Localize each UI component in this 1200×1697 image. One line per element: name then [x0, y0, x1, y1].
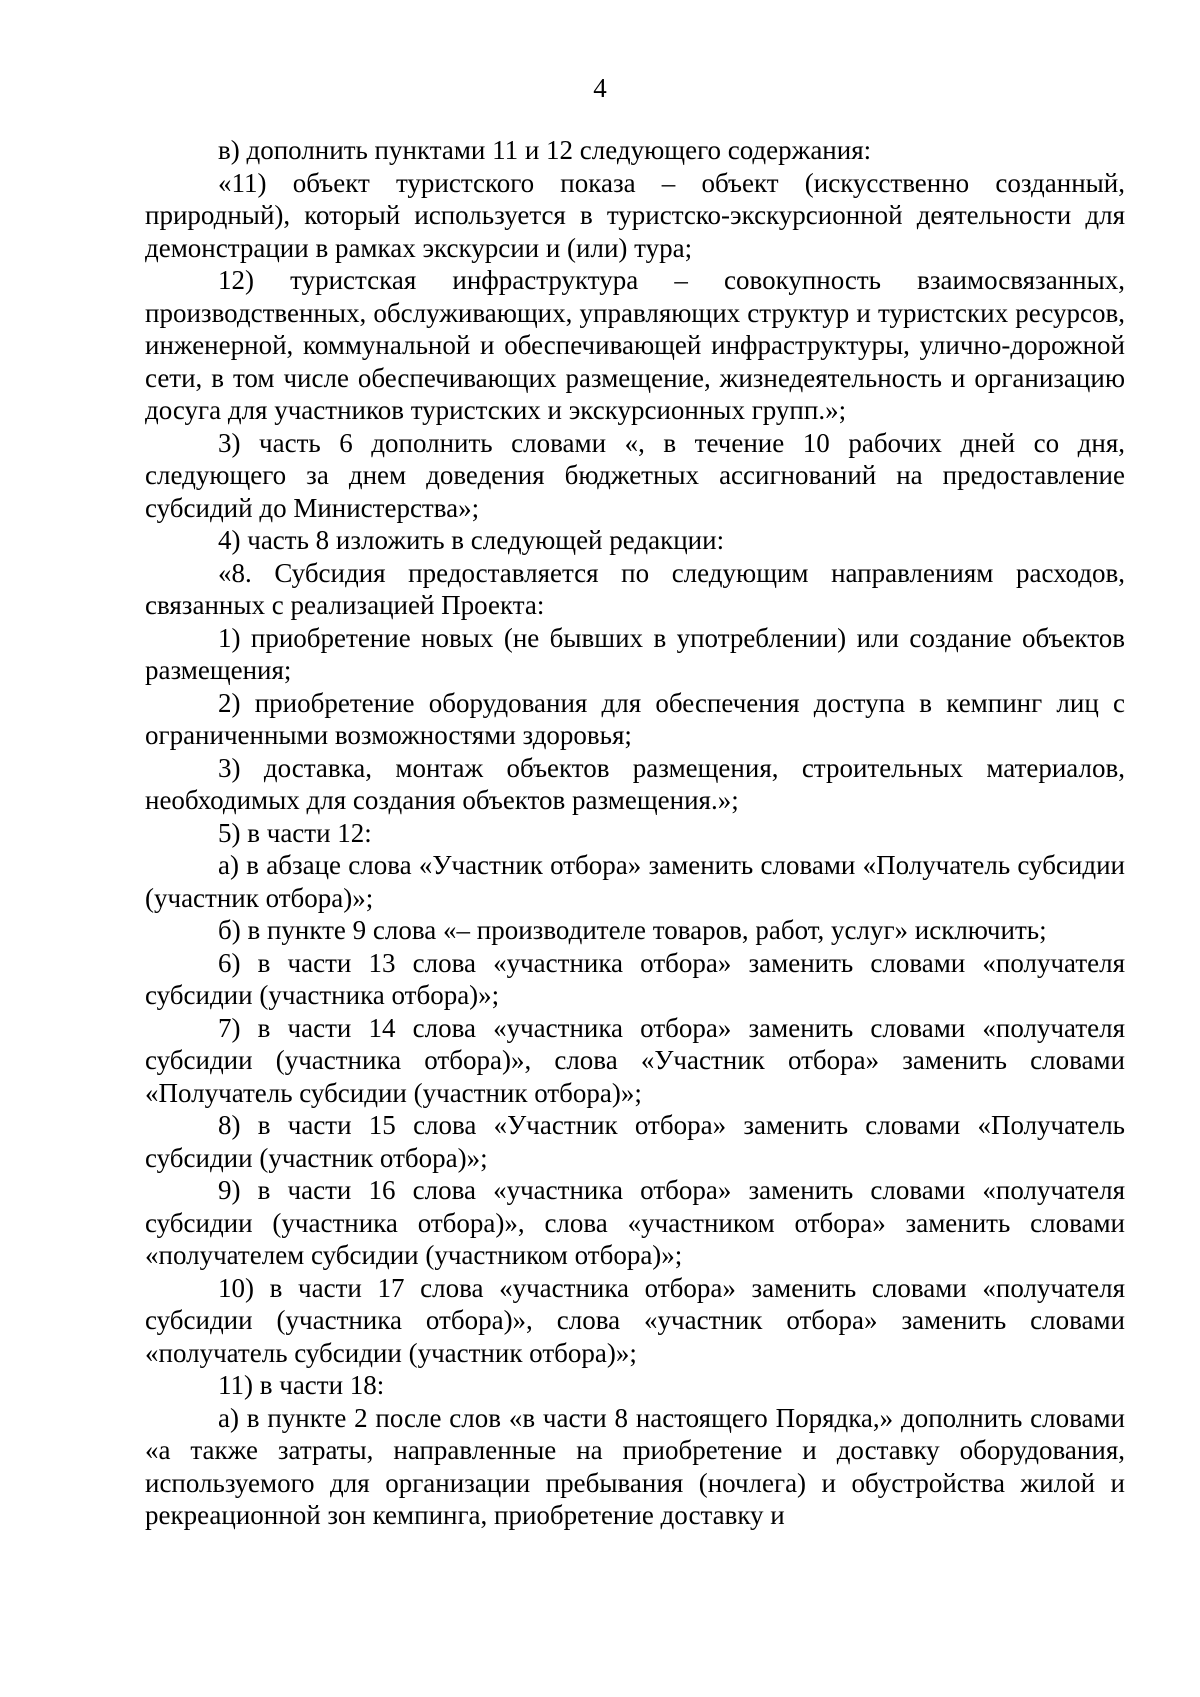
paragraph: а) в абзаце слова «Участник отбора» заменить словами «Получатель субсидии (участник отбора)»; — [145, 850, 1125, 913]
paragraph: «11) объект туристского показа – объект (искусственно созданный, природный), который используется в туристско-экскурсионной деятельности для демонстрации в рамках экскурсии и (или) тура; — [145, 167, 1125, 263]
paragraph: 6) в части 13 слова «участника отбора» заменить словами «получателя субсидии (участника отбора)»; — [145, 947, 1125, 1010]
paragraph: 3) доставка, монтаж объектов размещения, строительных материалов, необходимых для создания объектов размещения.»; — [145, 752, 1125, 815]
paragraph: 12) туристская инфраструктура – совокупность взаимосвязанных, производственных, обслуживающих, управляющих структур и туристских ресурсов, инженерной, коммунальной и обеспечивающей инфраструктуры, улично-дорожной сети, в том числе обеспечивающих размещение, жизнедеятельность и организацию досуга для участников туристских и экскурсионных групп.»; — [145, 265, 1125, 425]
paragraph: 8) в части 15 слова «Участник отбора» заменить словами «Получатель субсидии (участник отбора)»; — [145, 1110, 1125, 1173]
page-number: 4 — [593, 73, 607, 103]
paragraph: 9) в части 16 слова «участника отбора» заменить словами «получателя субсидии (участника отбора)», слова «участником отбора» заменить словами «получателем субсидии (участником отбора)»; — [145, 1175, 1125, 1270]
paragraph: 4) часть 8 изложить в следующей редакции: — [218, 525, 725, 555]
paragraph: 5) в части 12: — [218, 817, 372, 848]
paragraph: «8. Субсидия предоставляется по следующим направлениям расходов, связанных с реализацией Проекта: — [145, 557, 1125, 620]
paragraph: 7) в части 14 слова «участника отбора» заменить словами «получателя субсидии (участника отбора)», слова «Участник отбора» заменить словами «Получатель субсидии (участник отбора)»; — [145, 1012, 1125, 1108]
paragraph: а) в пункте 2 после слов «в части 8 настоящего Порядка,» дополнить словами «а также затраты, направленные на приобретение и доставку оборудования, используемого для организации пребывания (ночлега) и обустройства жилой и рекреационной зон кемпинга, приобретение доставку и — [145, 1402, 1125, 1530]
paragraph: б) в пункте 9 слова «– производителе товаров, работ, услуг» исключить; — [218, 915, 1047, 945]
paragraph: 10) в части 17 слова «участника отбора» заменить словами «получателя субсидии (участника отбора)», слова «участник отбора» заменить словами «получатель субсидии (участник отбора)»; — [145, 1272, 1125, 1368]
paragraph: 3) часть 6 дополнить словами «, в течение 10 рабочих дней со дня, следующего за днем доведения бюджетных ассигнований на предоставление субсидий до Министерства»; — [145, 427, 1125, 523]
document-body — [145, 134, 1125, 1532]
paragraph: 1) приобретение новых (не бывших в употреблении) или создание объектов размещения; — [145, 622, 1125, 685]
paragraph: в) дополнить пунктами 11 и 12 следующего содержания: — [218, 135, 872, 165]
paragraph: 2) приобретение оборудования для обеспечения доступа в кемпинг лиц с ограниченными возможностями здоровья; — [145, 687, 1125, 750]
paragraph: 11) в части 18: — [218, 1370, 385, 1400]
